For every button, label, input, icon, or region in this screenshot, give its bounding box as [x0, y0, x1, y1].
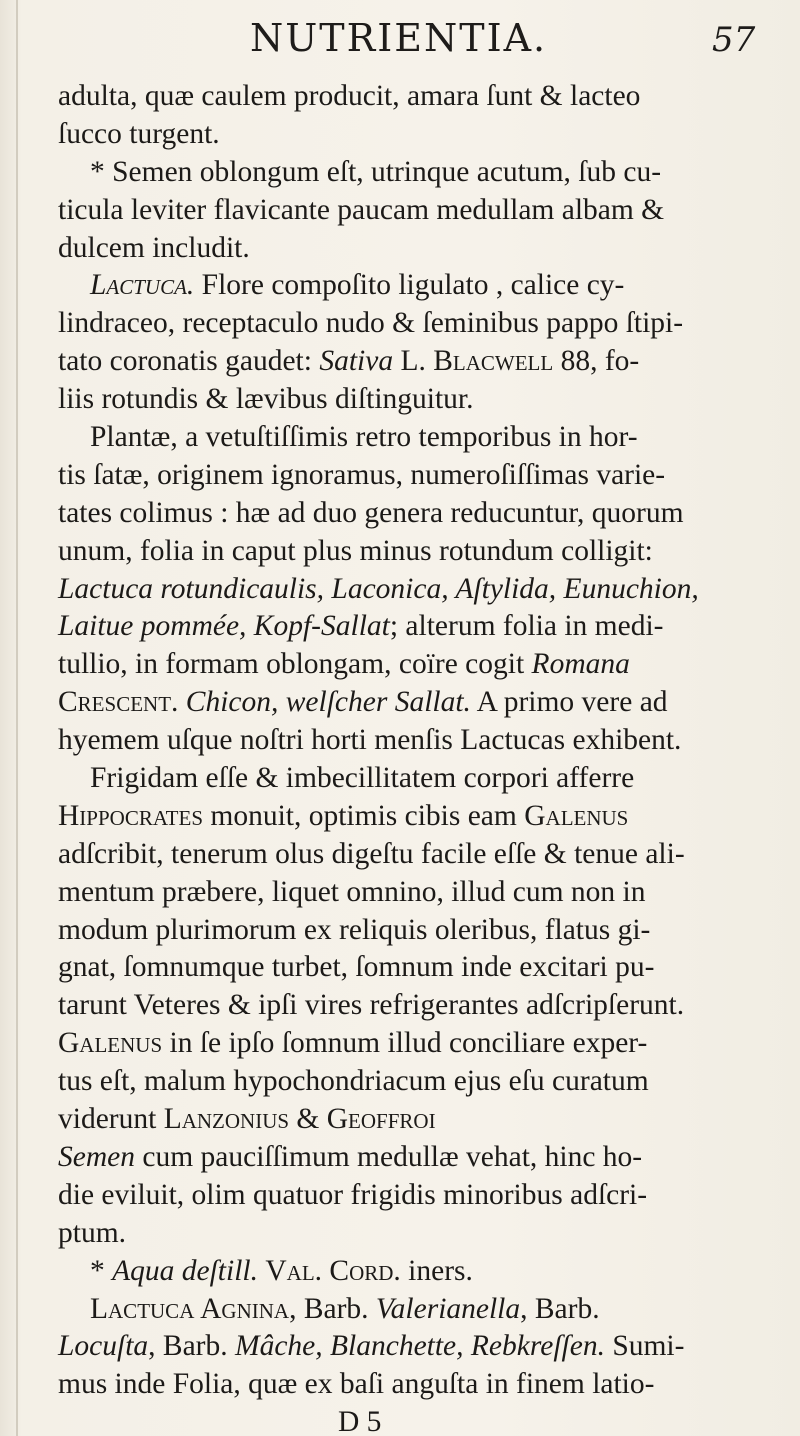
text-line: [58, 987, 768, 1025]
text-line: [58, 419, 768, 457]
text-line: [58, 1215, 768, 1253]
text-line: [58, 836, 768, 874]
text-segment: ; alterum folia in medi-: [389, 610, 664, 643]
text-segment: Lanzonius: [163, 1103, 290, 1136]
text-line: [58, 343, 768, 381]
text-segment: iners.: [400, 1254, 473, 1287]
text-segment: A primo vere ad: [470, 686, 668, 719]
text-line: [58, 78, 768, 116]
running-title: NUTRIENTIA.: [250, 16, 548, 60]
text-line: [58, 116, 768, 154]
text-line: [58, 912, 768, 950]
text-line: [58, 1025, 768, 1063]
text-line: [58, 1404, 768, 1436]
text-line: [58, 1139, 768, 1177]
text-segment: monuit, optimis cibis eam: [203, 799, 525, 832]
text-segment: Val. Cord.: [265, 1254, 401, 1287]
text-line: [58, 1063, 768, 1101]
text-segment: liis rotundis & lævibus diſtinguitur.: [58, 383, 474, 416]
page-gutter-edge: [16, 0, 18, 1436]
text-segment: tarunt Veteres & ipſi vires refrigerantes adſcripſerunt.: [58, 989, 685, 1022]
text-line: [58, 949, 768, 987]
text-segment: Flore compoſito ligulato , calice cy-: [194, 269, 625, 302]
text-line: [58, 1253, 768, 1291]
text-segment: Locuſta: [58, 1330, 149, 1363]
text-segment: mus inde Folia, quæ ex baſi anguſta in finem latio-: [58, 1368, 655, 1401]
text-segment: Semen: [58, 1140, 135, 1173]
text-line: [58, 646, 768, 684]
text-segment: [178, 686, 185, 718]
text-segment: , Barb.: [520, 1292, 600, 1325]
text-segment: ptum.: [58, 1216, 127, 1249]
text-segment: &: [289, 1103, 327, 1136]
text-line: [58, 684, 768, 722]
text-segment: Galenus: [524, 799, 629, 832]
text-line: [58, 495, 768, 533]
text-segment: in ſe ipſo ſomnum illud conciliare exper-: [162, 1027, 648, 1060]
text-segment: Geoffroi: [326, 1103, 436, 1136]
text-segment: * Semen oblongum eſt, utrinque acutum, ſub cu-: [90, 155, 662, 188]
text-segment: dulcem includit.: [58, 231, 250, 264]
text-line: [58, 571, 768, 609]
text-segment: D 5: [338, 1406, 382, 1436]
text-segment: tis ſatæ, originem ignoramus, numeroſiſſimas varie-: [58, 458, 666, 491]
text-line: [58, 874, 768, 912]
text-line: [58, 230, 768, 268]
text-line: [58, 267, 768, 305]
text-line: [58, 1366, 768, 1404]
text-segment: Blacwell: [433, 345, 554, 378]
text-segment: Chicon, welſcher Sallat.: [185, 686, 471, 719]
text-segment: modum plurimorum ex reliquis oleribus, flatus gi-: [58, 913, 651, 946]
text-segment: Galenus: [58, 1027, 163, 1060]
text-segment: die eviluit, olim quatuor frigidis minoribus adſcri-: [58, 1178, 648, 1211]
text-segment: Plantæ, a vetuſtiſſimis retro temporibus in hor-: [90, 421, 638, 454]
text-line: [58, 1291, 768, 1329]
text-segment: tato coronatis gaudet:: [58, 345, 320, 378]
text-line: [58, 381, 768, 419]
text-segment: lindraceo, receptaculo nudo & ſeminibus pappo ſtipi-: [58, 307, 684, 340]
text-segment: Sativa: [319, 345, 394, 378]
page-number: 57: [712, 20, 756, 60]
body-text: [58, 78, 768, 1436]
text-line: [58, 608, 768, 646]
text-line: [58, 533, 768, 571]
text-segment: L.: [393, 345, 434, 378]
text-segment: hyemem uſque noſtri horti menſis Lactucas exhibent.: [58, 724, 682, 757]
text-segment: Lactuca rotundicaulis, Laconica, Aſtylida, Eunuchion,: [58, 572, 699, 605]
text-line: [58, 722, 768, 760]
page-header: [0, 10, 800, 70]
text-segment: mentum præbere, liquet omnino, illud cum non in: [58, 875, 646, 908]
text-segment: tus eſt, malum hypochondriacum ejus eſu curatum: [58, 1065, 649, 1098]
text-line: [58, 1177, 768, 1215]
text-segment: adulta, quæ caulem producit, amara ſunt & lacteo: [58, 80, 641, 112]
text-line: [58, 760, 768, 798]
text-line: [58, 192, 768, 230]
text-segment: ſucco turgent.: [58, 117, 220, 150]
text-segment: , Barb.: [289, 1292, 376, 1325]
text-segment: Aqua deſtill.: [112, 1254, 258, 1287]
text-segment: *: [90, 1254, 113, 1287]
text-segment: tullio, in formam oblongam, coïre cogit: [58, 648, 532, 681]
text-segment: unum, folia in caput plus minus rotundum colligit:: [58, 534, 653, 567]
text-segment: adſcribit, tenerum olus digeſtu facile eſſe & tenue ali-: [58, 837, 685, 870]
text-segment: Lactuca.: [90, 269, 195, 302]
text-segment: , Barb.: [148, 1330, 235, 1363]
text-segment: Hippocrates: [58, 799, 204, 832]
text-line: [58, 154, 768, 192]
text-segment: Valerianella: [375, 1292, 521, 1325]
text-line: [58, 1101, 768, 1139]
text-segment: tates colimus : hæ ad duo genera reducuntur, quorum: [58, 496, 684, 529]
text-segment: Crescent.: [58, 686, 179, 719]
text-segment: Mâche, Blanchette, Rebkreſſen.: [235, 1330, 605, 1363]
text-segment: ticula leviter flavicante paucam medullam albam &: [58, 193, 665, 226]
text-segment: Romana: [531, 648, 630, 681]
text-segment: Frigidam eſſe & imbecillitatem corpori afferre: [90, 762, 635, 795]
text-segment: viderunt: [58, 1103, 164, 1136]
text-line: [58, 798, 768, 836]
text-segment: gnat, ſomnumque turbet, ſomnum inde excitari pu-: [58, 951, 655, 984]
text-segment: 88, fo-: [553, 345, 640, 378]
text-segment: cum pauciſſimum medullæ vehat, hinc ho-: [135, 1140, 643, 1173]
text-segment: Lactuca Agnina: [90, 1292, 290, 1325]
text-line: [58, 457, 768, 495]
text-line: [58, 305, 768, 343]
text-line: [58, 1328, 768, 1366]
text-segment: Sumi-: [604, 1330, 685, 1363]
text-segment: Laitue pommée, Kopf-Sallat: [58, 610, 390, 643]
